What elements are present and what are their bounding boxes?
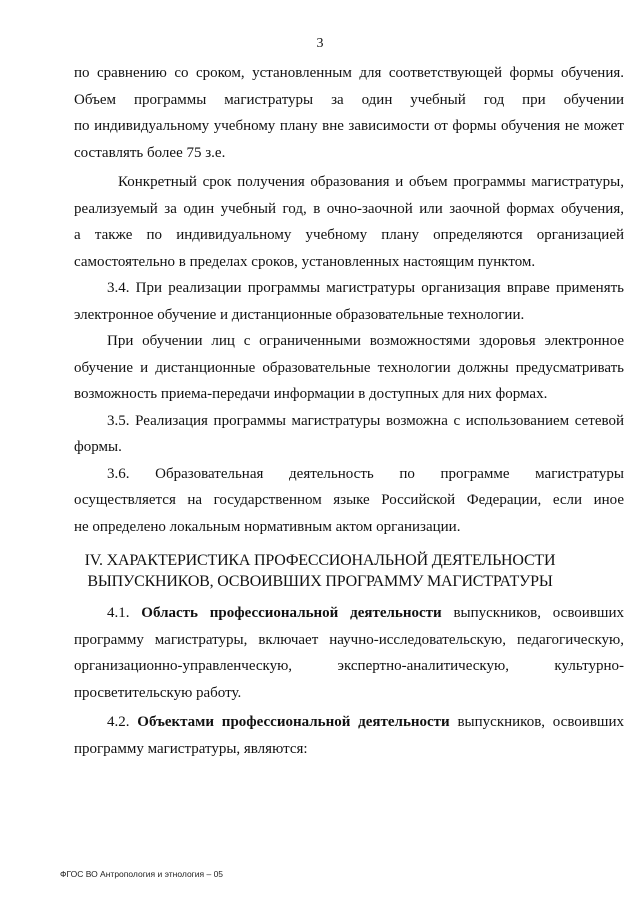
- paragraph-credit-limit: [74, 60, 624, 166]
- paragraph-3-5: [74, 408, 624, 461]
- body-text-top: [74, 60, 624, 540]
- text-line: а также по индивидуальному учебному плану определяются организацией: [74, 227, 624, 243]
- text-line: по сравнению со сроком, установленным для соответствующей формы обучения.: [74, 65, 624, 81]
- page-footer: ФГОС ВО Антропология и этнология – 05: [60, 869, 224, 879]
- text-line: по индивидуальному учебному плану вне зависимости от формы обучения не может: [74, 118, 624, 134]
- text-fragment: выпускников, освоивших: [449, 714, 624, 730]
- text-line: 3.4. При реализации программы магистратуры организация вправе применять: [107, 280, 624, 296]
- text-line: [74, 600, 624, 627]
- text-line: обучение и дистанционные образовательные технологии должны предусматривать: [74, 359, 624, 376]
- text-line: реализуемый за один учебный год, в очно-заочной или заочной формах обучения,: [74, 200, 624, 217]
- paragraph-duration: [74, 169, 624, 275]
- paragraph-4-2: [74, 709, 624, 762]
- section-heading: [0, 550, 640, 592]
- text-line: Объем программы магистратуры за один учебный год при обучении: [74, 91, 624, 108]
- text-line: не определено локальным нормативным актом организации.: [74, 518, 461, 535]
- paragraph-4-1: [74, 600, 624, 706]
- text-line: При обучении лиц с ограниченными возможностями здоровья электронное: [107, 333, 624, 349]
- paragraph-3-6: [74, 461, 624, 541]
- text-line: осуществляется на государственном языке Российской Федерации, если иное: [74, 492, 624, 508]
- text-line: [74, 709, 624, 736]
- section-heading-line: ВЫПУСКНИКОВ, ОСВОИВШИХ ПРОГРАММУ МАГИСТРАТУРЫ: [87, 573, 553, 590]
- page-number: 3: [316, 36, 324, 51]
- paragraph-3-4: [74, 275, 624, 328]
- text-line: электронное обучение и дистанционные образовательные технологии.: [74, 306, 525, 323]
- text-line: Конкретный срок получения образования и объем программы магистратуры,: [118, 174, 624, 190]
- paragraph-disabilities: [74, 328, 624, 408]
- text-line: 3.5. Реализация программы магистратуры возможна с использованием сетевой: [107, 412, 624, 429]
- section-heading-line: IV. ХАРАКТЕРИСТИКА ПРОФЕССИОНАЛЬНОЙ ДЕЯТЕЛЬНОСТИ: [84, 552, 556, 569]
- text-line: просветительскую работу.: [74, 684, 242, 701]
- bold-term: Область профессиональной деятельности: [141, 605, 442, 621]
- text-line: организационно-управленческую, экспертно-аналитическую, культурно-: [74, 658, 624, 674]
- clause-number: 4.1.: [107, 605, 142, 621]
- text-line: 3.6. Образовательная деятельность по программе магистратуры: [107, 465, 624, 482]
- text-line: самостоятельно в пределах сроков, установленных настоящим пунктом.: [74, 253, 536, 270]
- text-fragment: выпускников, освоивших: [441, 605, 624, 621]
- text-line: составлять более 75 з.е.: [74, 144, 226, 161]
- text-line: программу магистратуры, включает научно-исследовательскую, педагогическую,: [74, 631, 624, 648]
- text-line: формы.: [74, 439, 122, 455]
- body-text-bottom: [74, 600, 624, 762]
- text-line: возможность приема-передачи информации в доступных для них формах.: [74, 386, 548, 402]
- clause-number: 4.2.: [107, 714, 138, 730]
- text-line: программу магистратуры, являются:: [74, 740, 308, 757]
- bold-term: Объектами профессиональной деятельности: [137, 714, 450, 730]
